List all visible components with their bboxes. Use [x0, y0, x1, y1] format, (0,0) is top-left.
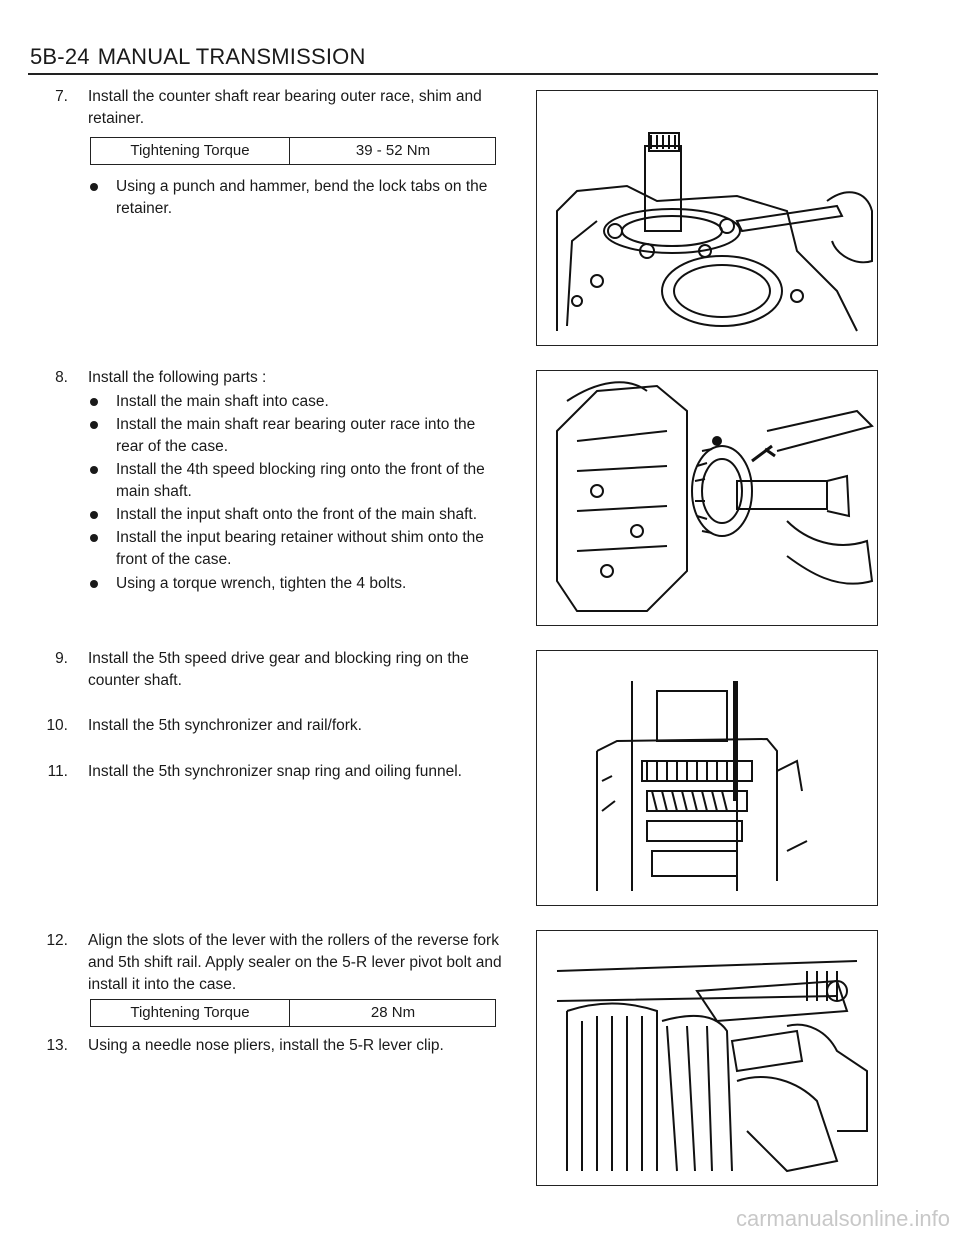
- torque-value: 28 Nm: [370, 1004, 416, 1021]
- bullet-text: Using a torque wrench, tighten the 4 bolts.: [116, 575, 407, 592]
- torque-table-step-12: [90, 999, 496, 1027]
- step-number: 9.: [55, 650, 68, 667]
- bullet-text: Install the 4th speed blocking ring onto the front of the main shaft.: [116, 461, 485, 500]
- page-header: [30, 44, 366, 70]
- bullet-dot: [90, 421, 98, 429]
- section-code: 5B-24: [30, 44, 90, 69]
- bullet-text: Using a punch and hammer, bend the lock tabs on the retainer.: [116, 178, 488, 217]
- figure-main-shaft-install: [536, 370, 878, 626]
- step-number: 10.: [46, 717, 68, 734]
- section-title: MANUAL TRANSMISSION: [97, 44, 366, 69]
- step-number: 12.: [46, 932, 68, 949]
- watermark: carmanualsonline.info: [735, 1206, 950, 1231]
- bullet-text: Install the input bearing retainer without shim onto the front of the case.: [116, 529, 484, 568]
- bullet-text: Install the input shaft onto the front of the main shaft.: [116, 506, 478, 523]
- figure-5r-lever: [536, 930, 878, 1186]
- header-rule: [28, 73, 878, 75]
- step-text: Install the 5th synchronizer snap ring and oiling funnel.: [88, 763, 462, 780]
- step-text: Install the 5th synchronizer and rail/fork.: [88, 717, 362, 734]
- step-number: 11.: [47, 763, 68, 780]
- step-number: 8.: [55, 369, 68, 386]
- step-text: Install the following parts :: [88, 369, 267, 386]
- bullet-dot: [90, 398, 98, 406]
- bullet-dot: [90, 580, 98, 588]
- bullet-dot: [90, 183, 98, 191]
- torque-table-step-7: [90, 137, 496, 165]
- torque-label: Tightening Torque: [91, 1000, 290, 1026]
- step-text: Using a needle nose pliers, install the 5-R lever clip.: [88, 1037, 444, 1054]
- bullet-dot: [90, 534, 98, 542]
- step-number: 7.: [55, 88, 68, 105]
- step-text: Align the slots of the lever with the rollers of the reverse fork and 5th shift rail. Apply sealer on the 5-R lever pivot bolt and install it into the case.: [88, 932, 502, 993]
- bullet-dot: [90, 511, 98, 519]
- torque-value: 39 - 52 Nm: [355, 142, 431, 159]
- bullet-dot: [90, 466, 98, 474]
- bullet-text: Install the main shaft into case.: [116, 393, 329, 410]
- step-text: Install the 5th speed drive gear and blocking ring on the counter shaft.: [88, 650, 469, 689]
- figure-counter-shaft-retainer: [536, 90, 878, 346]
- step-number: 13.: [46, 1037, 68, 1054]
- figure-5th-synchronizer: [536, 650, 878, 906]
- step-text: Install the counter shaft rear bearing outer race, shim and retainer.: [88, 88, 482, 127]
- torque-label: Tightening Torque: [91, 138, 290, 164]
- bullet-text: Install the main shaft rear bearing outer race into the rear of the case.: [116, 416, 476, 455]
